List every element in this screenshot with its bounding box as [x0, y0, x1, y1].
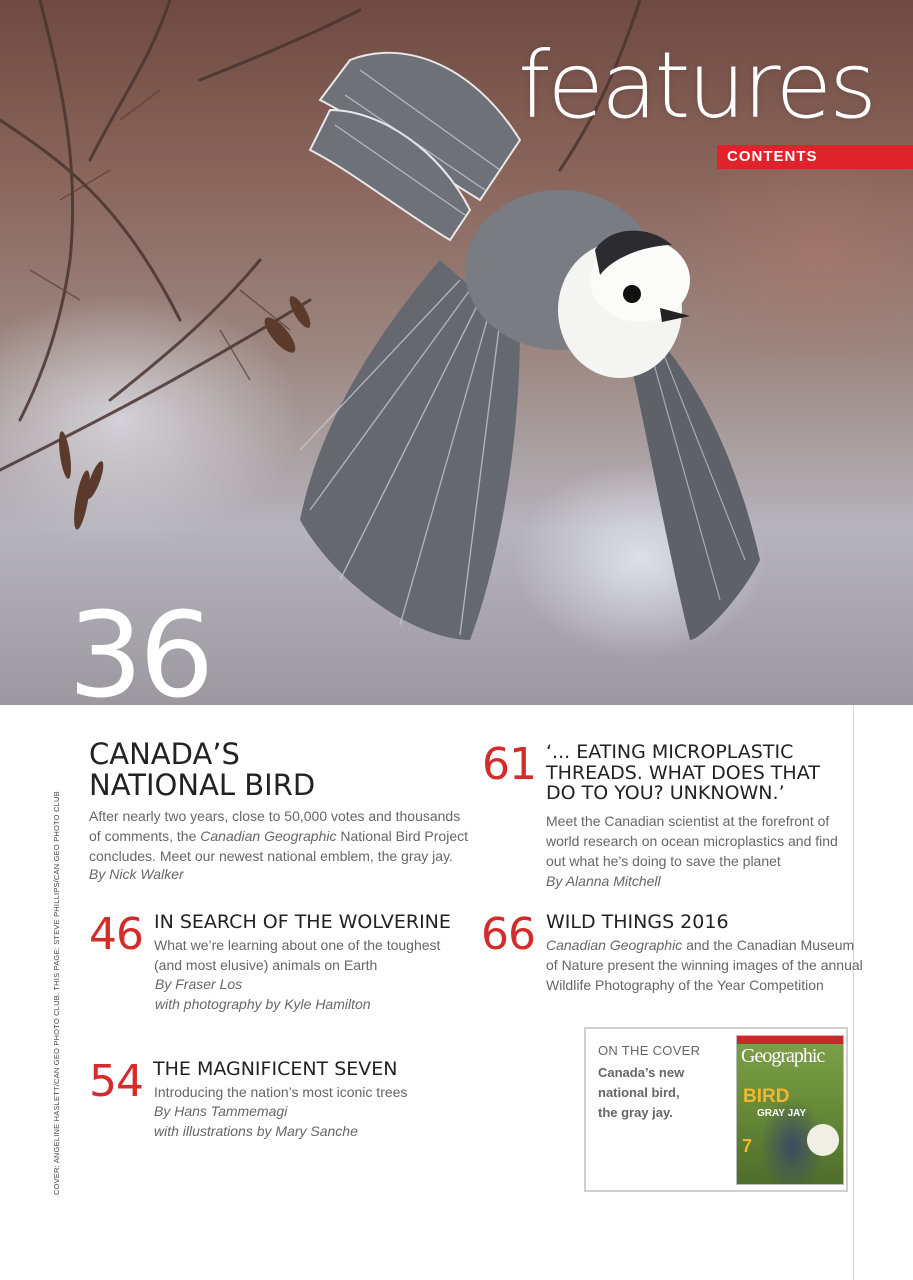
magazine-cover-thumbnail[interactable]	[736, 1035, 844, 1185]
photo-credit: COVER: ANGELINE HASLETT/CAN GEO PHOTO CLUB. THIS PAGE: STEVE PHILLIPS/CAN GEO PHOTO CLUB	[52, 791, 61, 1195]
on-the-cover-box	[584, 1027, 848, 1192]
article-46-description	[154, 935, 440, 975]
article-61-page-number[interactable]: 61	[482, 739, 536, 790]
cover-badge-icon	[807, 1124, 839, 1156]
article-54-page-number[interactable]: 54	[89, 1056, 143, 1107]
article-36-desc-text: of comments, the	[89, 828, 201, 844]
article-36-title-line1: CANADA’S	[89, 737, 240, 771]
article-36-desc-line1: After nearly two years, close to 50,000 votes and thousands	[89, 808, 461, 824]
cover-description	[598, 1063, 728, 1123]
article-61-desc-line2: world research on ocean microplastics and find	[546, 833, 838, 849]
cover-subhead: GRAY JAY	[757, 1108, 807, 1119]
article-36-description	[89, 806, 468, 866]
article-54-description: Introducing the nation’s most iconic trees	[154, 1084, 408, 1100]
article-54-illustration-credit: with illustrations by Mary Sanche	[154, 1123, 358, 1139]
article-46-desc-line1: What we’re learning about one of the toughest	[154, 937, 441, 953]
article-36-title[interactable]	[89, 739, 315, 802]
cover-desc-line2: national bird,	[598, 1085, 680, 1100]
contents-label	[717, 145, 913, 169]
article-36-byline: By Nick Walker	[89, 866, 184, 882]
article-36-title-line2: NATIONAL BIRD	[89, 768, 316, 803]
article-61-title-line1: ‘... EATING MICROPLASTIC	[546, 741, 794, 763]
cover-number: 7	[742, 1136, 753, 1156]
article-46-title[interactable]: IN SEARCH OF THE WOLVERINE	[154, 911, 451, 933]
magazine-name: Canadian Geographic	[546, 937, 683, 953]
article-66-desc-line2: of Nature present the winning images of the annual	[546, 957, 863, 973]
cover-desc-line1: Canada’s new	[598, 1065, 685, 1080]
article-46-byline: By Fraser Los	[155, 976, 243, 992]
cover-masthead: Geographic	[741, 1045, 825, 1067]
article-61-title[interactable]	[546, 742, 820, 804]
cover-label: ON THE COVER	[598, 1043, 701, 1058]
article-46-photo-credit: with photography by Kyle Hamilton	[155, 996, 371, 1012]
magazine-name: Canadian Geographic	[200, 828, 337, 844]
article-61-byline: By Alanna Mitchell	[546, 873, 661, 889]
article-61-desc-line1: Meet the Canadian scientist at the forefront of	[546, 813, 830, 829]
article-36-desc-line3: concludes. Meet our newest national emblem, the gray jay.	[89, 848, 453, 864]
article-54-title[interactable]: THE MAGNIFICENT SEVEN	[153, 1058, 398, 1080]
article-66-description	[546, 935, 863, 995]
cover-top-strip	[737, 1036, 843, 1044]
article-66-title[interactable]: WILD THINGS 2016	[546, 911, 729, 933]
article-61-title-line2: THREADS. WHAT DOES THAT	[546, 761, 820, 784]
cover-headline: BIRD	[743, 1086, 790, 1107]
contents-label-text: CONTENTS	[727, 148, 818, 165]
article-66-desc-line1	[546, 935, 863, 955]
article-66-desc-line3: Wildlife Photography of the Year Competition	[546, 977, 824, 993]
article-66-page-number[interactable]: 66	[481, 909, 535, 960]
article-54-byline: By Hans Tammemagi	[154, 1103, 288, 1119]
hero-page-number: 36	[68, 586, 211, 705]
article-61-title-line3: DO TO YOU? UNKNOWN.’	[546, 782, 785, 805]
cover-desc-line3: the gray jay.	[598, 1105, 673, 1120]
article-46-desc-line2: (and most elusive) animals on Earth	[154, 957, 378, 973]
article-61-description	[546, 811, 838, 871]
article-36-desc-line2	[89, 826, 468, 846]
article-66-desc-text: and the Canadian Museum	[682, 937, 855, 953]
article-46-page-number[interactable]: 46	[89, 909, 143, 960]
section-title: features	[518, 32, 875, 139]
article-36-desc-text-2: National Bird Project	[336, 828, 469, 844]
article-61-desc-line3: out what he’s doing to save the planet	[546, 853, 781, 869]
